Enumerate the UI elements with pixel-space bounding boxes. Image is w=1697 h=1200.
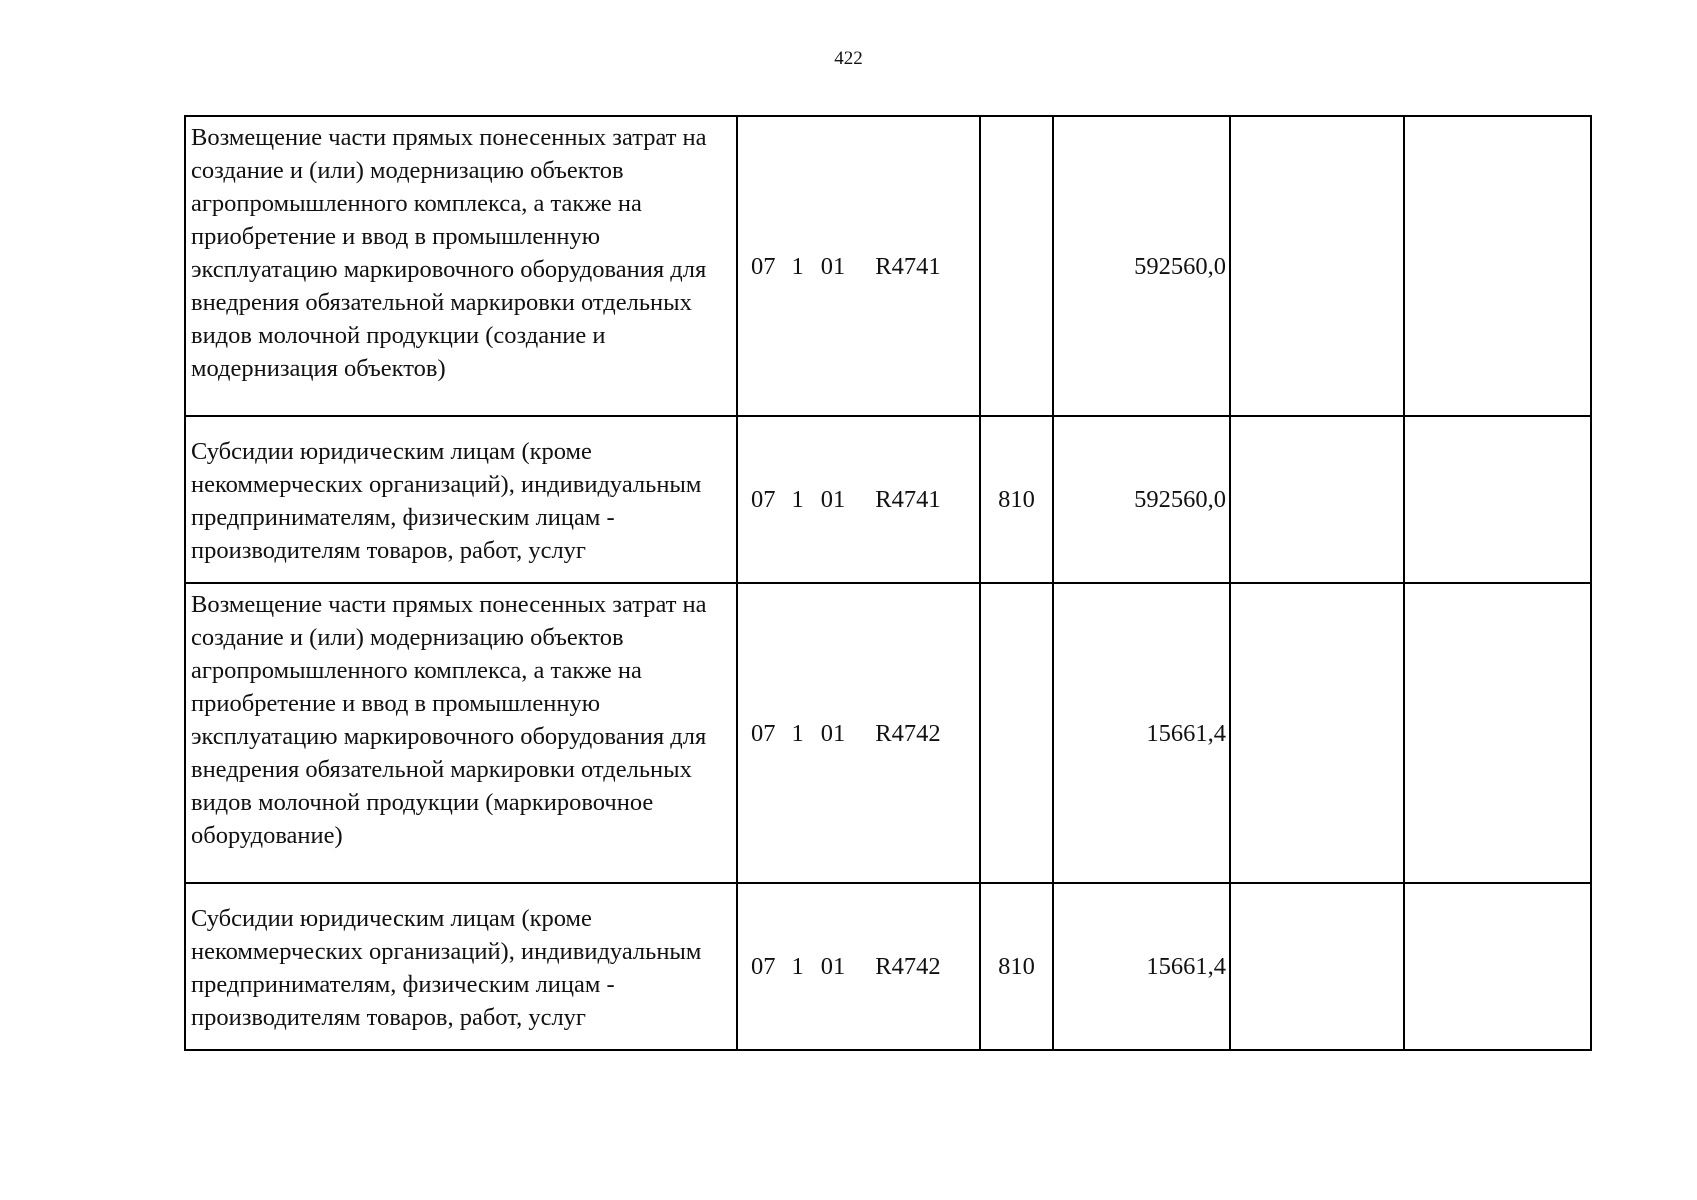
budget-table <box>184 115 1592 1051</box>
program-code: 1 <box>791 953 804 980</box>
empty-cell <box>1404 116 1591 416</box>
row-code-cell <box>737 416 980 583</box>
table-row <box>185 416 1591 583</box>
empty-cell <box>1404 883 1591 1050</box>
empty-cell <box>1404 583 1591 883</box>
subprogram-code: 01 <box>820 486 846 513</box>
row-name-cell: Возмещение части прямых понесенных затрат на создание и (или) модернизацию объектов агропромышленного комплекса, а также на приобретение и ввод в промышленную эксплуатацию маркировочного оборудования для внедрения обязательной маркировки отдельных видов молочной продукции (создание и модернизация объектов) <box>185 116 737 416</box>
item-code: R4741 <box>875 486 941 513</box>
section-code: 07 <box>751 252 776 280</box>
section-code: 07 <box>751 486 776 513</box>
expense-type-cell <box>980 583 1053 883</box>
empty-cell <box>1230 883 1404 1050</box>
row-name-cell: Субсидии юридическим лицам (кроме некоммерческих организаций), индивидуальным предпринимателям, физическим лицам - производителям товаров, работ, услуг <box>185 416 737 583</box>
program-code: 1 <box>791 252 804 280</box>
amount-cell: 15661,4 <box>1053 883 1230 1050</box>
row-name-cell: Возмещение части прямых понесенных затрат на создание и (или) модернизацию объектов агропромышленного комплекса, а также на приобретение и ввод в промышленную эксплуатацию маркировочного оборудования для внедрения обязательной маркировки отдельных видов молочной продукции (маркировочное оборудование) <box>185 583 737 883</box>
section-code: 07 <box>751 953 776 980</box>
row-name-cell: Субсидии юридическим лицам (кроме некоммерческих организаций), индивидуальным предпринимателям, физическим лицам - производителям товаров, работ, услуг <box>185 883 737 1050</box>
subprogram-code: 01 <box>820 719 846 747</box>
amount-cell: 15661,4 <box>1053 583 1230 883</box>
empty-cell <box>1230 416 1404 583</box>
amount-cell: 592560,0 <box>1053 416 1230 583</box>
empty-cell <box>1230 583 1404 883</box>
table-row <box>185 116 1591 416</box>
expense-type-cell <box>980 116 1053 416</box>
item-code: R4741 <box>875 252 941 280</box>
amount-cell: 592560,0 <box>1053 116 1230 416</box>
expense-type-cell: 810 <box>980 416 1053 583</box>
item-code: R4742 <box>875 719 941 747</box>
row-code-cell <box>737 883 980 1050</box>
table-row <box>185 583 1591 883</box>
subprogram-code: 01 <box>820 252 846 280</box>
item-code: R4742 <box>875 953 941 980</box>
expense-type-cell: 810 <box>980 883 1053 1050</box>
table-row <box>185 883 1591 1050</box>
empty-cell <box>1404 416 1591 583</box>
page-number: 422 <box>834 48 863 69</box>
program-code: 1 <box>791 486 804 513</box>
row-code-cell <box>737 116 980 416</box>
section-code: 07 <box>751 719 776 747</box>
program-code: 1 <box>791 719 804 747</box>
row-code-cell <box>737 583 980 883</box>
empty-cell <box>1230 116 1404 416</box>
subprogram-code: 01 <box>820 953 846 980</box>
